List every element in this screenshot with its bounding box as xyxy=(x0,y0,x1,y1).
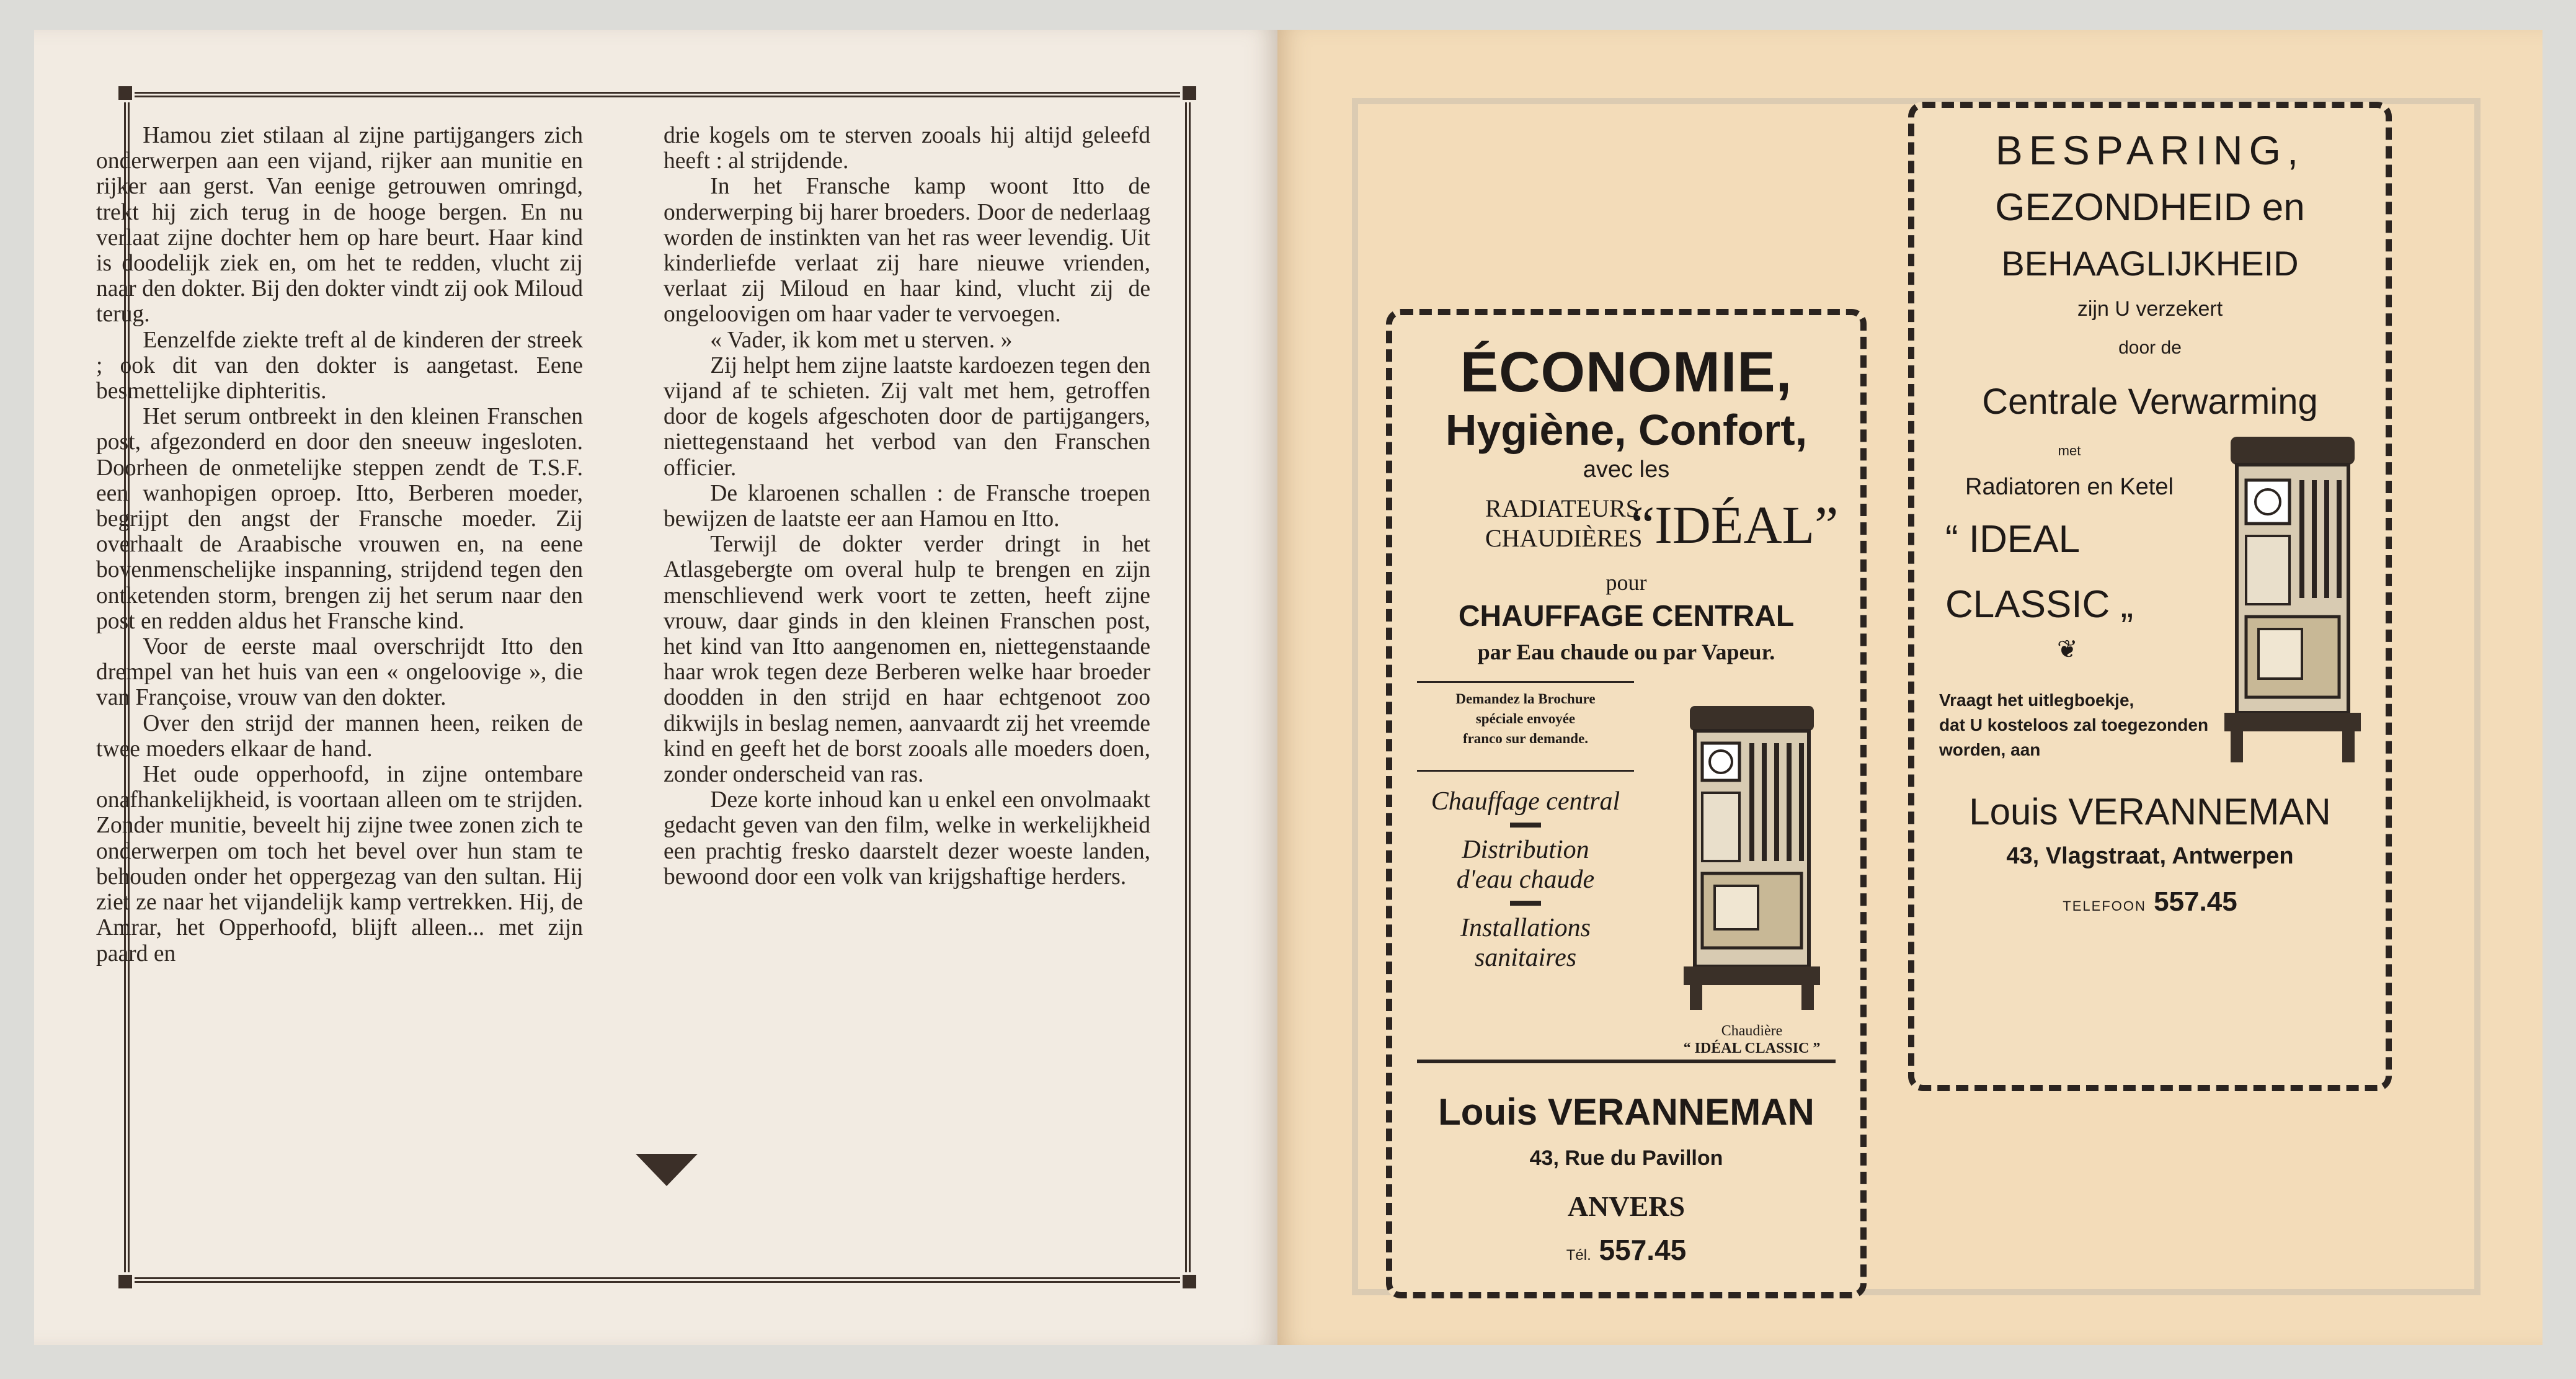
paragraph: In het Fransche kamp woont Itto de onderwerping bij harer broeders. Door de nederlaag worden de instinkten van het ras weer levendig. Uit kinderliefde verlaat zij hare nieuwe vrienden, verlaat zij Miloud en haar kind, vlucht zij de ongeloovigen om haar vader te vervoegen. xyxy=(664,174,1150,328)
booklet-line: Vraagt het uitlegboekje, xyxy=(1939,690,2134,710)
frame-corner-ornament xyxy=(116,1272,135,1291)
boiler-illustration-icon xyxy=(1671,700,1832,1022)
dealer-name: Louis VERANNEMAN xyxy=(1438,1091,1814,1133)
dealer-address: 43, Rue du Pavillon xyxy=(1529,1146,1723,1170)
paragraph: Over den strijd der mannen heen, reiken de twee moeders elkaar de hand. xyxy=(96,710,583,762)
phone-label: TELEFOON xyxy=(2063,898,2146,914)
ad-subheadline: BEHAAGLIJKHEID xyxy=(2001,244,2299,283)
phone-value: 557.45 xyxy=(1599,1234,1687,1266)
divider xyxy=(1510,823,1541,828)
paragraph: Hamou ziet stilaan al zijne partijgangers zich onderwerpen aan een vijand, rijker aan munitie en rijker aan gerst. Van eenige getrouwen omringd, trekt hij zich terug in de hooge bergen. En nu verlaat zijne dochter hem op hare beurt. Haar kind is doodelijk ziek en, om het te redden, vlucht zij naar den dokter. Bij den dokter vindt zij ook Miloud terug. xyxy=(96,123,583,328)
divider xyxy=(1417,1060,1836,1063)
paragraph: Zij helpt hem zijne laatste kardoezen tegen den vijand af te schieten. Zij valt met hem, getroffen door de kogels afgeschoten door de partijgangers, niettegenstaand het verbod van den Franschen officier. xyxy=(664,352,1150,481)
ad-headline: ÉCONOMIE, xyxy=(1460,341,1793,404)
boiler-caption xyxy=(1665,1022,1839,1057)
brand-radiateurs: RADIATEURS xyxy=(1485,494,1640,522)
paragraph: Het oude opperhoofd, in zijne ontembare onafhankelijkheid, is voortaan alleen om te strijden. Zonder munitie, beveelt hij zijne twee zonen zich te onderwerpen om toch het bevel over hun stam te behouden onder het oppergezag van den sultan. Hij ziet ze naar het vijandelijk kamp vertrekken. Hij, de Amrar, het Opperhoofd, blijft alleen... met zijn paard en xyxy=(96,762,583,966)
paragraph: Deze korte inhoud kan u enkel een onvolmaakt gedacht geven van den film, welke in werkelijkheid een prachtig fresko daarstelt dezer woeste landen, bewoond door een volk van krijgshaftige herders. xyxy=(664,787,1150,890)
frame-corner-ornament xyxy=(116,84,135,102)
ad-text: door de xyxy=(2118,337,2182,358)
ad-heading: Centrale Verwarming xyxy=(1982,382,2318,422)
continue-triangle-icon xyxy=(636,1154,698,1186)
divider xyxy=(1510,901,1541,906)
brand-chaudieres: CHAUDIÈRES xyxy=(1485,524,1643,552)
brochure-text: spéciale envoyée xyxy=(1475,711,1576,726)
ad-headline: BESPARING, xyxy=(1995,127,2305,173)
ad-text: zijn U verzekert xyxy=(2077,297,2223,321)
service-item: Chauffage central xyxy=(1431,787,1620,816)
ad-text: Radiatoren en Ketel xyxy=(1965,474,2174,500)
product-name: “ IDEAL xyxy=(1945,518,2081,561)
brochure-box xyxy=(1417,681,1634,772)
paragraph: Terwijl de dokter verder dringt in het Atlasgebergte om overal hulp te brengen en zijn menschlievend werk voort te zetten, heeft zijne vrouw, daar ginds in den kleinen Franschen post, het kind van Itto aangenomen en, niettegenstaande haar wrok tegen deze Berberen welke haar broeder doodden in den strijd en haar echtgenoot zoo dikwijls in beslag nemen, aanvaardt zij het vreemde kind en geeft het de borst zooals alle moeders doen, zonder onderscheid van ras. xyxy=(664,532,1150,788)
ornament-icon: ❦ xyxy=(2057,636,2078,663)
ad-ideal-dutch xyxy=(1908,102,2392,1091)
text-column-right xyxy=(664,123,1150,890)
ad-text: par Eau chaude ou par Vapeur. xyxy=(1477,640,1775,664)
brand-block xyxy=(1392,489,1860,557)
paragraph: Het serum ontbreekt in den kleinen Franschen post, afgezonderd en door den sneeuw ingesloten. Doorheen de onmetelijke steppen zendt de T.S.F. een wanhopigen oproep. Itto, Berberen moeder, begrijpt den angst der Fransche moeder. Zij overhaalt de Araabische vrouwen en, na eene bovenmenschelijke inspanning, strijdend tegen den ontketenden storm, brengen zij het serum naar den post en redden aldus het Fransche kind. xyxy=(96,404,583,634)
paragraph: Eenzelfde ziekte treft al de kinderen der streek ; ook dit van den dokter is aangetast. Eene besmettelijke diphteritis. xyxy=(96,327,583,404)
booklet-line: dat U kosteloos zal toegezonden worden, aan xyxy=(1939,715,2209,759)
phone-number xyxy=(1914,886,2386,917)
brochure-text: franco sur demande. xyxy=(1462,731,1589,746)
service-item: d'eau chaude xyxy=(1456,865,1595,894)
dealer-name: Louis VERANNEMAN xyxy=(1969,791,2331,832)
frame-corner-ornament xyxy=(1180,1272,1199,1291)
phone-label: Tél. xyxy=(1566,1247,1591,1264)
dealer-address: 43, Vlagstraat, Antwerpen xyxy=(2006,843,2294,869)
service-item: sanitaires xyxy=(1474,944,1577,972)
product-name: CLASSIC „ xyxy=(1945,583,2134,626)
ad-subheadline: GEZONDHEID en xyxy=(1995,186,2305,229)
caption-text: Chaudière xyxy=(1721,1023,1783,1039)
ad-text: avec les xyxy=(1583,457,1670,483)
brochure-text: Demandez la Brochure xyxy=(1455,691,1596,707)
ad-chauffage: CHAUFFAGE CENTRAL xyxy=(1458,600,1795,633)
services-list xyxy=(1405,787,1646,973)
paragraph: drie kogels om te sterven zooals hij altijd geleefd heeft : al strijdende. xyxy=(664,123,1150,174)
ad-text: pour xyxy=(1606,570,1647,595)
paragraph: De klaroenen schallen : de Fransche troepen bewijzen de laatste eer aan Hamou en Itto. xyxy=(664,480,1150,532)
boiler-illustration-icon xyxy=(2212,431,2373,778)
caption-text: “ IDÉAL CLASSIC ” xyxy=(1683,1040,1821,1056)
ad-ideal-french xyxy=(1386,309,1867,1298)
quote: « Vader, ik kom met u sterven. » xyxy=(710,327,1013,353)
ad-subheadline: Hygiène, Confort, xyxy=(1445,406,1808,454)
brand-ideal: “IDÉAL” xyxy=(1631,495,1839,555)
paragraph: Voor de eerste maal overschrijdt Itto den drempel van het huis van een « ongeloovige », die van Françoise, vrouw van den dokter. xyxy=(96,634,583,711)
phone-number xyxy=(1392,1233,1860,1267)
right-page xyxy=(1277,30,2543,1345)
phone-value: 557.45 xyxy=(2154,886,2237,917)
frame-corner-ornament xyxy=(1180,84,1199,102)
ad-text: met xyxy=(2058,443,2081,458)
left-page xyxy=(34,30,1277,1345)
booklet-text xyxy=(1939,688,2212,762)
service-item: Installations xyxy=(1460,914,1591,942)
dealer-city: ANVERS xyxy=(1567,1190,1686,1222)
service-item: Distribution xyxy=(1462,836,1589,864)
text-column-left xyxy=(96,123,583,966)
